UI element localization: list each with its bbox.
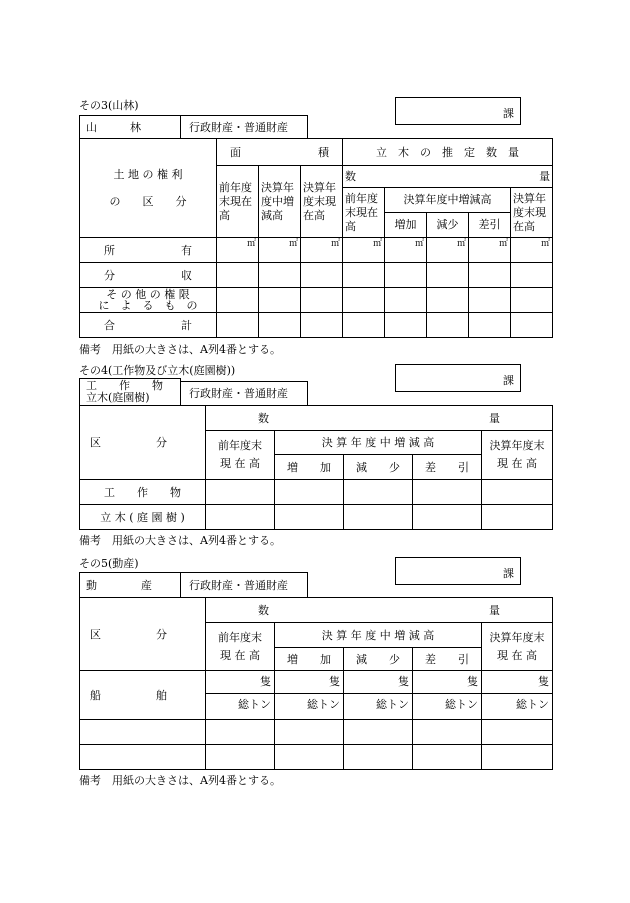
section4-increase: 増 加 [275, 455, 344, 480]
section3-land-right-header: 土 地 の 権 利 の 区 分 [80, 139, 217, 238]
data-cell[interactable] [206, 745, 275, 770]
data-cell[interactable] [413, 745, 482, 770]
data-cell[interactable] [275, 505, 344, 530]
data-cell[interactable] [343, 263, 385, 288]
section5-count-amount: 数 量 [206, 598, 553, 623]
data-cell[interactable] [385, 313, 427, 338]
section3-increase: 増加 [385, 213, 427, 237]
data-cell[interactable] [206, 720, 275, 745]
section4-ka-box[interactable] [395, 364, 521, 392]
section3-ka-box[interactable] [395, 97, 521, 125]
section3-table [79, 138, 553, 338]
row-label: 分 収 [80, 263, 217, 288]
data-cell[interactable] [343, 288, 385, 313]
section3-standing-change: 決算年度中増減高 増加 減少 差引 [385, 188, 511, 238]
section4-diff: 差 引 [413, 455, 482, 480]
section3-area-header: 面 積 [217, 139, 343, 166]
data-cell[interactable] [385, 288, 427, 313]
unit-cell[interactable]: ㎡ [301, 238, 343, 263]
data-cell[interactable] [301, 288, 343, 313]
section4-kubun-header: 区 分 [80, 406, 206, 480]
row-label: そ の 他 の 権 限 に よ る も の [80, 288, 217, 313]
section3-row-owned [80, 238, 553, 263]
section5-row-ship [80, 671, 553, 720]
row-label: 船 舶 [80, 671, 206, 720]
section5-title: その5(動産) [79, 557, 139, 570]
section4-category-label: 工 作 物 立木(庭園樹) [79, 378, 181, 406]
section4-current-header: 決算年度末 現 在 高 [482, 431, 553, 480]
ship-cell[interactable]: 隻 総トン [275, 671, 344, 720]
data-cell[interactable] [469, 313, 511, 338]
data-cell[interactable] [427, 313, 469, 338]
data-cell[interactable] [413, 505, 482, 530]
section5-kubun-header: 区 分 [80, 598, 206, 671]
row-label[interactable] [80, 745, 206, 770]
section3-area-prev: 前年度末現在高 [217, 166, 259, 238]
data-cell[interactable] [344, 480, 413, 505]
data-cell[interactable] [301, 313, 343, 338]
section5-ka-box[interactable] [395, 557, 521, 585]
data-cell[interactable] [469, 263, 511, 288]
ship-cell[interactable]: 隻 総トン [413, 671, 482, 720]
section3-row-other [80, 288, 553, 313]
section3-row-total [80, 313, 553, 338]
data-cell[interactable] [259, 288, 301, 313]
ka-label: 課 [503, 107, 514, 120]
data-cell[interactable] [217, 313, 259, 338]
section4-decrease: 減 少 [344, 455, 413, 480]
section4-row-structures [80, 480, 553, 505]
unit-cell[interactable]: ㎡ [259, 238, 301, 263]
row-label: 所 有 [80, 238, 217, 263]
section5-prev-header: 前年度末 現 在 高 [206, 623, 275, 671]
section3-note: 備考 用紙の大きさは、A列4番とする。 [79, 343, 281, 356]
section3-count-amount: 数 量 [343, 166, 553, 188]
section4-note: 備考 用紙の大きさは、A列4番とする。 [79, 534, 281, 547]
section3-category-label: 山 林 [79, 115, 181, 139]
section4-prev-header: 前年度末 現 在 高 [206, 431, 275, 480]
data-cell[interactable] [259, 263, 301, 288]
unit-cell[interactable]: ㎡ [217, 238, 259, 263]
data-cell[interactable] [482, 745, 553, 770]
section3-diff: 差引 [478, 218, 501, 231]
data-cell[interactable] [511, 263, 553, 288]
ka-label: 課 [503, 374, 514, 387]
section3-decrease: 減少 [427, 213, 469, 237]
section4-count-amount: 数 量 [206, 406, 553, 431]
section5-change-header: 決 算 年 度 中 増 減 高 [275, 623, 482, 648]
section5-increase: 増 加 [275, 648, 344, 671]
unit-cell[interactable]: ㎡ [469, 238, 511, 263]
data-cell[interactable] [482, 480, 553, 505]
section4-title: その4(工作物及び立木(庭園樹)) [79, 364, 236, 377]
data-cell[interactable] [217, 263, 259, 288]
data-cell[interactable] [469, 288, 511, 313]
data-cell[interactable] [344, 745, 413, 770]
section5-category-label: 動 産 [79, 572, 181, 598]
unit-cell[interactable]: ㎡ [427, 238, 469, 263]
data-cell[interactable] [482, 505, 553, 530]
ka-label: 課 [503, 567, 514, 580]
ship-cell[interactable]: 隻 総トン [482, 671, 553, 720]
data-cell[interactable] [413, 480, 482, 505]
section4-change-header: 決 算 年 度 中 増 減 高 [275, 431, 482, 455]
unit-cell[interactable]: ㎡ [343, 238, 385, 263]
section3-row-shared [80, 263, 553, 288]
data-cell[interactable] [482, 720, 553, 745]
data-cell[interactable] [511, 313, 553, 338]
data-cell[interactable] [275, 720, 344, 745]
data-cell[interactable] [259, 313, 301, 338]
row-label: 立 木 ( 庭 園 樹 ) [80, 505, 206, 530]
data-cell[interactable] [427, 263, 469, 288]
section5-current-header: 決算年度末 現 在 高 [482, 623, 553, 671]
row-label[interactable] [80, 720, 206, 745]
section5-decrease: 減 少 [344, 648, 413, 671]
data-cell[interactable] [275, 745, 344, 770]
row-label: 工 作 物 [80, 480, 206, 505]
section5-note: 備考 用紙の大きさは、A列4番とする。 [79, 774, 281, 787]
section5-row-blank [80, 720, 553, 745]
data-cell[interactable] [413, 720, 482, 745]
section5-table [79, 597, 553, 770]
data-cell[interactable] [343, 313, 385, 338]
section4-row-trees [80, 505, 553, 530]
data-cell[interactable] [511, 288, 553, 313]
ship-cell[interactable]: 隻 総トン [344, 671, 413, 720]
data-cell[interactable] [427, 288, 469, 313]
section3-category-value: 行政財産・普通財産 [180, 115, 308, 139]
section4-category-value: 行政財産・普通財産 [180, 381, 308, 406]
section3-area-change: 決算年度中増減高 [259, 166, 301, 238]
section3-standing-prev: 前年度末現在高 [343, 188, 385, 238]
section5-diff: 差 引 [413, 648, 482, 671]
data-cell[interactable] [275, 480, 344, 505]
data-cell[interactable] [385, 263, 427, 288]
data-cell[interactable] [301, 263, 343, 288]
row-label: 合 計 [80, 313, 217, 338]
section4-table [79, 405, 553, 530]
section3-standing-current: 決算年度末現在高 [511, 188, 553, 238]
section3-area-current: 決算年度末現在高 [301, 166, 343, 238]
data-cell[interactable] [344, 720, 413, 745]
section5-category-value: 行政財産・普通財産 [180, 572, 308, 598]
unit-cell[interactable]: ㎡ [385, 238, 427, 263]
ship-cell[interactable]: 隻 総トン [206, 671, 275, 720]
data-cell[interactable] [217, 288, 259, 313]
section3-title: その3(山林) [79, 99, 139, 112]
unit-cell[interactable]: ㎡ [511, 238, 553, 263]
data-cell[interactable] [206, 505, 275, 530]
data-cell[interactable] [344, 505, 413, 530]
data-cell[interactable] [206, 480, 275, 505]
section5-row-blank [80, 745, 553, 770]
section3-standing-header: 立 木 の 推 定 数 量 [343, 139, 553, 166]
